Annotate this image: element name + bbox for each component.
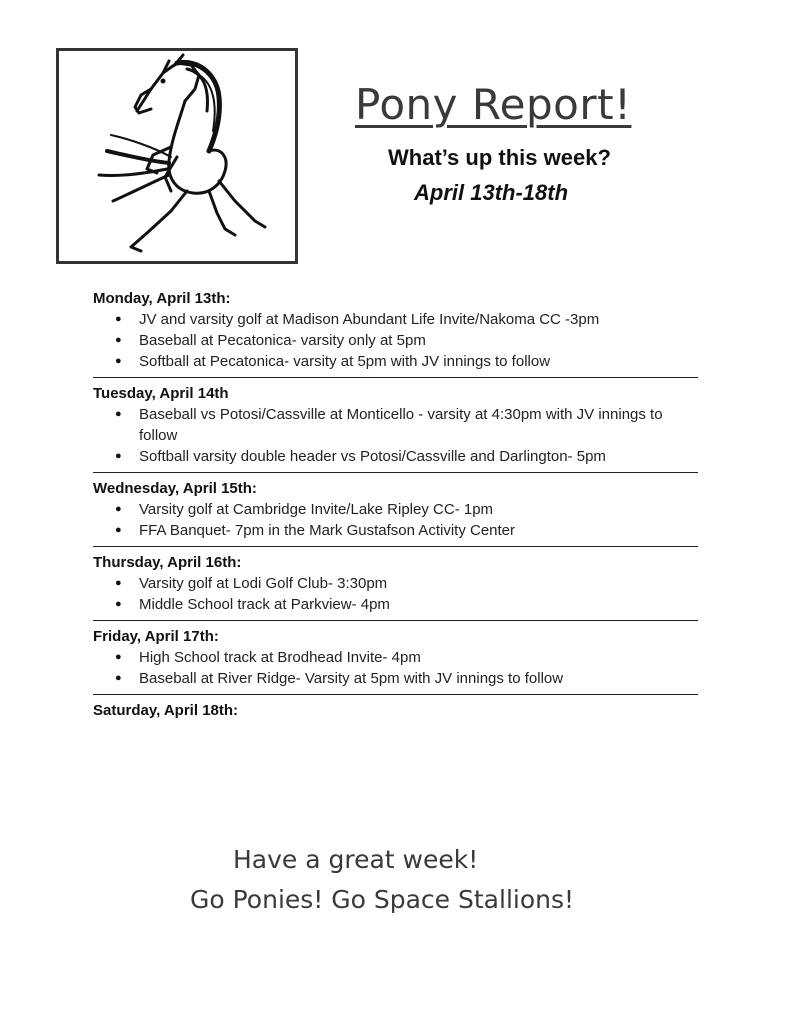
event-item: ● High School track at Brodhead Invite- 4pm xyxy=(93,647,698,668)
week-dates: April 13th-18th xyxy=(414,180,569,205)
event-list xyxy=(93,499,698,541)
day-heading: Monday, April 13th: xyxy=(93,290,231,307)
day-section-monday xyxy=(93,288,698,372)
event-item: ● Baseball at River Ridge- Varsity at 5pm with JV innings to follow xyxy=(93,668,698,689)
day-heading: Wednesday, April 15th: xyxy=(93,480,257,497)
event-item: ● Varsity golf at Lodi Golf Club- 3:30pm xyxy=(93,573,698,594)
closing-line-1: Have a great week! xyxy=(233,845,479,874)
day-section-thursday xyxy=(93,552,698,615)
event-item: ● Softball varsity double header vs Potosi/Cassville and Darlington- 5pm xyxy=(93,446,698,467)
divider xyxy=(93,620,698,621)
divider xyxy=(93,546,698,547)
event-item: ● Softball at Pecatonica- varsity at 5pm with JV innings to follow xyxy=(93,351,698,372)
event-item: ● Baseball at Pecatonica- varsity only at 5pm xyxy=(93,330,698,351)
horse-icon xyxy=(59,51,295,261)
event-list xyxy=(93,573,698,615)
weekly-schedule xyxy=(93,288,698,721)
page-subtitle: What’s up this week? xyxy=(388,145,611,170)
event-item: ● Baseball vs Potosi/Cassville at Monticello - varsity at 4:30pm with JV innings to follow xyxy=(93,404,698,446)
page-title: Pony Report! xyxy=(355,80,632,129)
day-section-friday xyxy=(93,626,698,689)
event-item: ● JV and varsity golf at Madison Abundant Life Invite/Nakoma CC -3pm xyxy=(93,309,698,330)
event-item: ● Middle School track at Parkview- 4pm xyxy=(93,594,698,615)
mustang-logo xyxy=(56,48,298,264)
event-list xyxy=(93,309,698,372)
day-heading: Thursday, April 16th: xyxy=(93,554,242,571)
day-heading: Tuesday, April 14th xyxy=(93,385,229,402)
divider xyxy=(93,377,698,378)
divider xyxy=(93,472,698,473)
event-item: ● Varsity golf at Cambridge Invite/Lake Ripley CC- 1pm xyxy=(93,499,698,520)
divider xyxy=(93,694,698,695)
day-section-wednesday xyxy=(93,478,698,541)
closing-line-2: Go Ponies! Go Space Stallions! xyxy=(190,885,575,914)
event-list xyxy=(93,647,698,689)
day-heading: Friday, April 17th: xyxy=(93,628,219,645)
day-section-saturday xyxy=(93,700,698,721)
event-item: ● FFA Banquet- 7pm in the Mark Gustafson Activity Center xyxy=(93,520,698,541)
day-heading: Saturday, April 18th: xyxy=(93,702,239,719)
event-list xyxy=(93,404,698,467)
day-section-tuesday xyxy=(93,383,698,467)
